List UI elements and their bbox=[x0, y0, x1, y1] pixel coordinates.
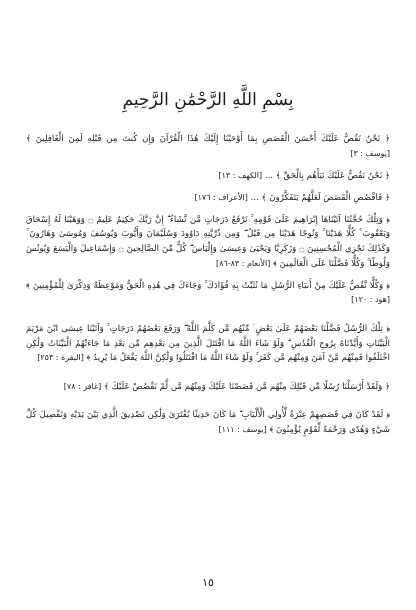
verse-reference: [يوسف : ٣] bbox=[350, 148, 390, 158]
verse-text: ﴿ تِلْكَ الرُّسُلُ فَضَّلْنَا بَعْضَهُمْ عَلَىٰ بَعْضٍ ۘ مِّنْهُم مَّن كَلَّمَ اللَّهُ ۖ وَرَفَعَ بَعْضَهُمْ دَرَجَاتٍ ۚ وَآتَيْنَا عِيسَى ابْنَ مَرْيَمَ الْبَيِّنَاتِ وَأَيَّدْنَاهُ بِرُوحِ الْقُدُسِ ۗ وَلَوْ شَاءَ اللَّهُ مَا اقْتَتَلَ الَّذِينَ مِن بَعْدِهِم مِّن بَعْدِ مَا جَاءَتْهُمُ الْبَيِّنَاتُ وَلَٰكِنِ اخْتَلَفُوا فَمِنْهُم مَّنْ آمَنَ وَمِنْهُم مَّن كَفَرَ ۚ وَلَوْ شَاءَ اللَّهُ مَا اقْتَتَلُوا وَلَٰكِنَّ اللَّهَ يَفْعَلُ مَا يُرِيدُ ﴾ bbox=[26, 323, 390, 364]
verse-text: ﴿ وَكُلًّا نَّقُصُّ عَلَيْكَ مِنْ أَنبَاءِ الرُّسُلِ مَا نُثَبِّتُ بِهِ فُؤَادَكَ ۚ وَجَاءَكَ فِي هَٰذِهِ الْحَقُّ وَمَوْعِظَةٌ وَذِكْرَىٰ لِلْمُؤْمِنِينَ ﴾ bbox=[26, 280, 390, 291]
passage-baqarah-253 bbox=[26, 322, 390, 366]
passage-hud-120 bbox=[26, 279, 390, 308]
verse-reference: [الأنعام : ٨٣-٨٦] bbox=[215, 258, 271, 268]
verse-text: ﴿ نَحْنُ نَقُصُّ عَلَيْكَ أَحْسَنَ الْقَصَصِ بِمَا أَوْحَيْنَا إِلَيْكَ هَٰذَا الْقُرْآنَ وَإِن كُنتَ مِن قَبْلِهِ لَمِنَ الْغَافِلِينَ ﴾ bbox=[26, 134, 390, 144]
passage-yusuf-3 bbox=[26, 132, 390, 161]
verse-text: ﴿ لَقَدْ كَانَ فِي قَصَصِهِمْ عِبْرَةٌ لِّأُولِي الْأَلْبَابِ ۗ مَا كَانَ حَدِيثًا يُفْتَرَىٰ وَلَٰكِن تَصْدِيقَ الَّذِي بَيْنَ يَدَيْهِ وَتَفْصِيلَ كُلِّ شَيْءٍ وَهُدًى وَرَحْمَةً لِّقَوْمٍ يُؤْمِنُونَ ﴾ bbox=[26, 410, 390, 435]
passage-ghafir-78 bbox=[26, 380, 390, 395]
passage-araf-176 bbox=[26, 191, 390, 206]
passage-yusuf-111 bbox=[26, 408, 390, 437]
verse-text: ﴿ وَلَقَدْ أَرْسَلْنَا رُسُلًا مِّن قَبْلِكَ مِنْهُم مَّن قَصَصْنَا عَلَيْكَ وَمِنْهُم مَّن لَّمْ نَقْصُصْ عَلَيْكَ ﴾ bbox=[104, 381, 390, 392]
passage-kahf-13 bbox=[26, 169, 390, 184]
verse-reference: [هود : ١٢٠] bbox=[351, 295, 390, 305]
verse-reference: [البقرة : ٢٥٣] bbox=[37, 353, 84, 363]
page-number: ١٥ bbox=[202, 576, 214, 589]
quran-passages bbox=[26, 132, 390, 445]
passage-anam-83-86 bbox=[26, 213, 390, 271]
verse-text: ﴿ فَاقْصُصِ الْقَصَصَ لَعَلَّهُمْ يَتَفَكَّرُونَ ﴾ ... bbox=[250, 192, 390, 203]
verse-text: ﴿ وَتِلْكَ حُجَّتُنَا آتَيْنَاهَا إِبْرَاهِيمَ عَلَىٰ قَوْمِهِ ۚ نَرْفَعُ دَرَجَاتٍ مَّن نَّشَاءُ ۗ إِنَّ رَبَّكَ حَكِيمٌ عَلِيمٌ ۝ وَوَهَبْنَا لَهُ إِسْحَاقَ وَيَعْقُوبَ ۚ كُلًّا هَدَيْنَا ۚ وَنُوحًا هَدَيْنَا مِن قَبْلُ ۖ وَمِن ذُرِّيَّتِهِ دَاوُودَ وَسُلَيْمَانَ وَأَيُّوبَ وَيُوسُفَ وَمُوسَىٰ وَهَارُونَ ۚ وَكَذَٰلِكَ نَجْزِي الْمُحْسِنِينَ ۝ وَزَكَرِيَّا وَيَحْيَىٰ وَعِيسَىٰ وَإِلْيَاسَ ۖ كُلٌّ مِّنَ الصَّالِحِينَ ۝ وَإِسْمَاعِيلَ وَالْيَسَعَ وَيُونُسَ وَلُوطًا ۚ وَكُلًّا فَضَّلْنَا عَلَى الْعَالَمِينَ ﴾ bbox=[26, 214, 390, 269]
verse-text: ﴿ نَحْنُ نَقُصُّ عَلَيْكَ نَبَأَهُم بِالْحَقِّ ﴾ ... bbox=[264, 170, 390, 181]
verse-reference: [يوسف : ١١١] bbox=[218, 424, 267, 434]
verse-reference: [الأعراف : ١٧٦] bbox=[194, 192, 248, 202]
verse-reference: [غافر : ٧٨] bbox=[63, 381, 102, 391]
basmala-heading: بِسْمِ اللَّهِ الرَّحْمَٰنِ الرَّحِيمِ bbox=[122, 90, 294, 110]
verse-reference: [الكهف : ١٣] bbox=[218, 170, 263, 180]
